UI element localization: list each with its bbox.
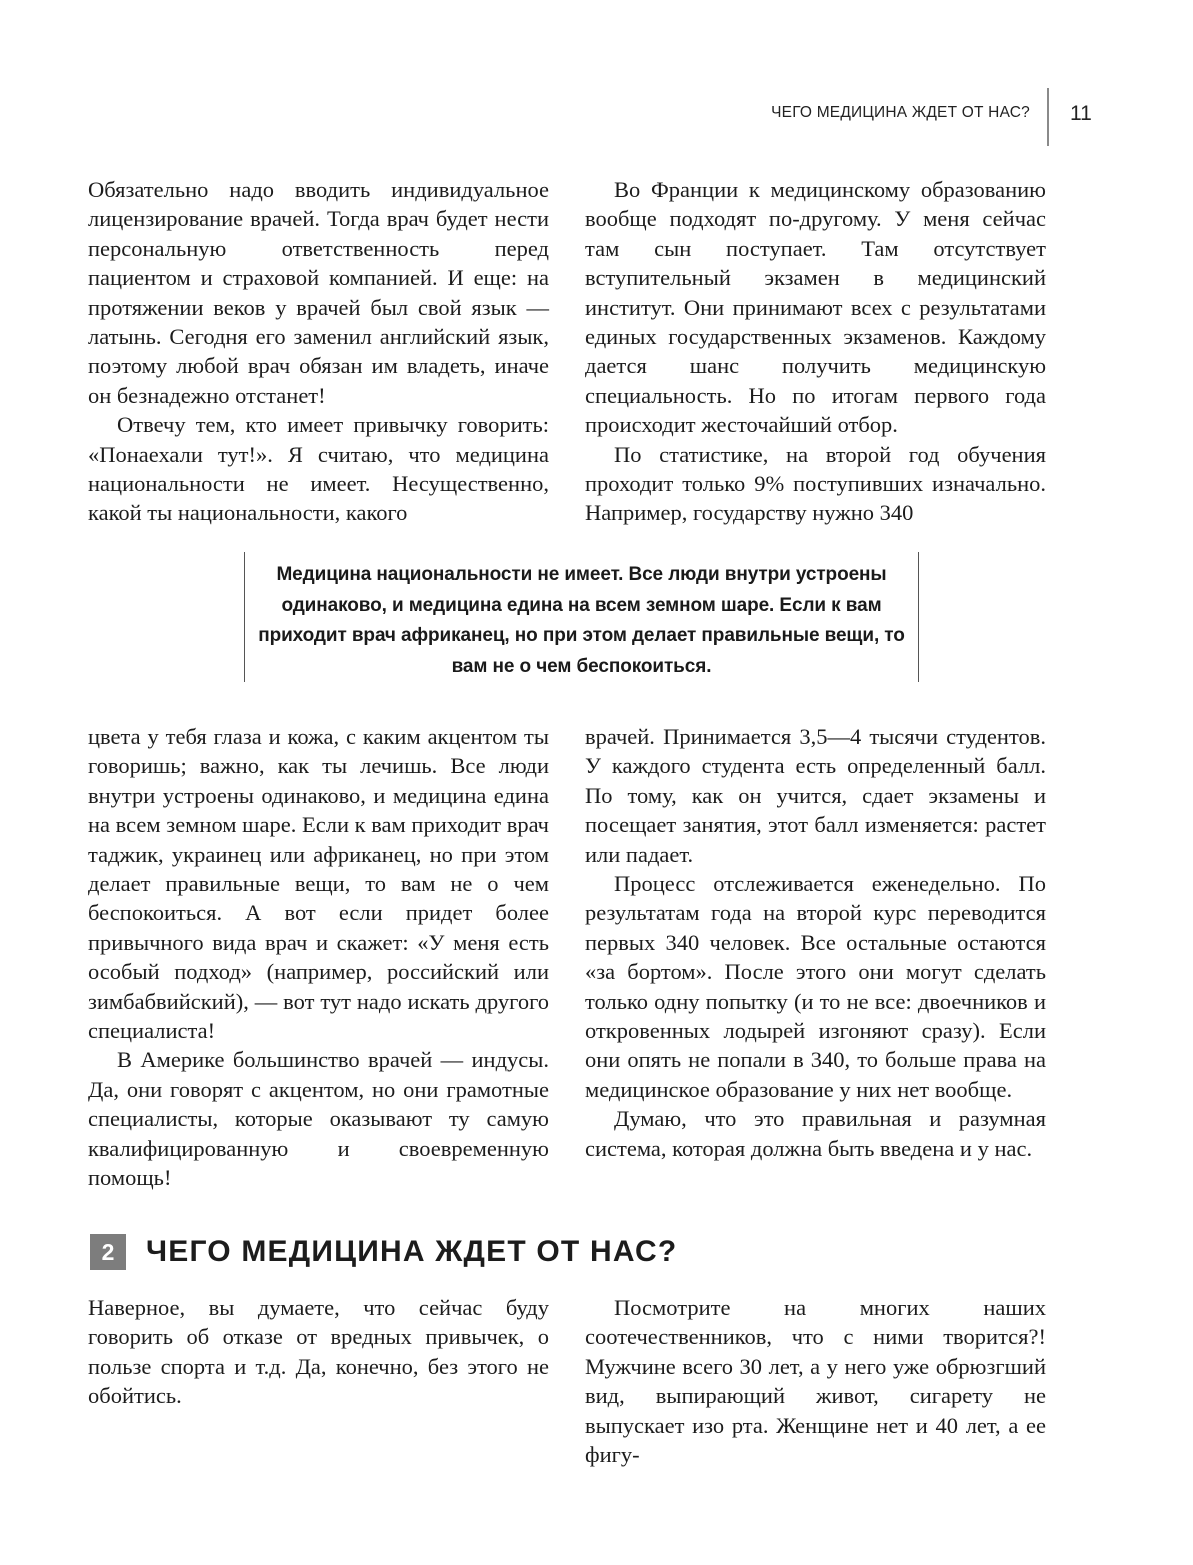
pull-quote-text: Медицина национальности не имеет. Все люди внутри устроены одинаково, и медицина едина на всем земном шаре. Если к вам приходит врач африканец, но при этом делает правильные вещи, то вам не о чем беспокоиться. (258, 564, 905, 677)
paragraph: Обязательно надо вводить индивидуальное лицензирование врачей. Тогда врач будет нести персональную ответственность перед пациентом и страховой компанией. И еще: на протяжении веков у врачей был свой язык — латынь. Сегодня его заменил английский язык, поэтому любой врач обязан им владеть, иначе он безнадежно отстанет! (88, 177, 549, 408)
column-bottom-right (585, 1293, 1046, 1469)
paragraph: Думаю, что это правильная и разумная система, которая должна быть введена и у нас. (585, 1106, 1046, 1161)
chapter-number-badge: 2 (90, 1234, 126, 1270)
column-mid-right (585, 722, 1046, 1163)
running-head-divider (1047, 88, 1049, 146)
pull-quote (244, 552, 919, 682)
paragraph: цвета у тебя глаза и кожа, с каким акцентом ты говоришь; важно, как ты лечишь. Все люди внутри устроены одинаково, и медицина едина на всем земном шаре. Если к вам приходит врач таджик, украинец или африканец, но при этом делает правильные вещи, то вам не о чем беспокоиться. А вот если придет более привычного вида врач и скажет: «У меня есть особый подход» (например, российский или зимбабвийский), — вот тут надо искать другого специалиста! (88, 724, 549, 1044)
paragraph: Посмотрите на многих наших соотечественников, что с ними творится?! Мужчине всего 30 лет, а у него уже обрюзгший вид, выпирающий живот, сигарету не выпускает изо рта. Женщине нет и 40 лет, а ее фигу- (585, 1295, 1046, 1468)
paragraph: врачей. Принимается 3,5—4 тысячи студентов. У каждого студента есть определенный балл. По тому, как он учится, сдает экзамены и посещает занятия, этот балл изменяется: растет или падает. (585, 724, 1046, 867)
column-top-left (88, 175, 549, 528)
paragraph: В Америке большинство врачей — индусы. Да, они говорят с акцентом, но они грамотные специалисты, которые оказывают ту самую квалифицированную и своевременную помощь! (88, 1047, 549, 1191)
paragraph: По статистике, на второй год обучения проходит только 9% поступивших изначально. Например, государству нужно 340 (585, 441, 1046, 526)
column-bottom-left (88, 1293, 549, 1411)
column-top-right (585, 175, 1046, 528)
running-head-title: ЧЕГО МЕДИЦИНА ЖДЕТ ОТ НАС? (771, 104, 1030, 121)
column-mid-left (88, 722, 549, 1193)
chapter-title: ЧЕГО МЕДИЦИНА ЖДЕТ ОТ НАС? (146, 1235, 678, 1268)
paragraph: Во Франции к медицинскому образованию вообще подходят по-другому. У меня сейчас там сын поступает. Там отсутствует вступительный экзамен в медицинский институт. Они принимают всех с результатами единых государственных экзаменов. Каждому дается шанс получить медицинскую специальность. Но по итогам первого года происходит жесточайший отбор. (585, 177, 1046, 438)
paragraph: Отвечу тем, кто имеет привычку говорить: «Понаехали тут!». Я считаю, что медицина национальности не имеет. Несущественно, какой ты национальности, какого (88, 412, 549, 526)
paragraph: Наверное, вы думаете, что сейчас буду говорить об отказе от вредных привычек, о пользе спорта и т.д. Да, конечно, без этого не обойтись. (88, 1295, 549, 1409)
page-number: 11 (1070, 102, 1092, 125)
paragraph: Процесс отслеживается еженедельно. По результатам года на второй курс переводится первых 340 человек. Все остальные остаются «за бортом». После этого они могут сделать только одну попытку (и то не все: двоечников и откровенных лодырей изгоняют сразу). Если они опять не попали в 340, то больше права на медицинское образование у них нет вообще. (585, 871, 1046, 1102)
